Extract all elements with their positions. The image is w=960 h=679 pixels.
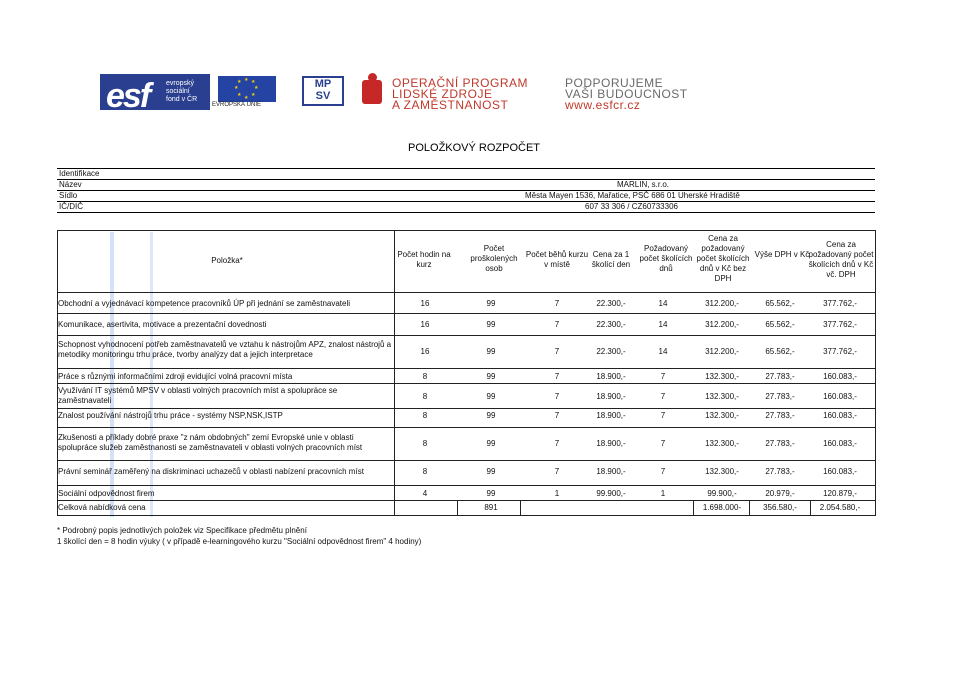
row-item: Obchodní a vyjednávací kompetence pracovníků ÚP při jednání se zaměstnavateli bbox=[58, 299, 351, 308]
svg-text:★: ★ bbox=[234, 85, 239, 91]
row-item: Znalost používání nástrojů trhu práce - systémy NSP,NSK,ISTP bbox=[58, 411, 283, 420]
eu-label: EVROPSKÁ UNIE bbox=[212, 102, 262, 108]
mpsv-logo: MP SV bbox=[302, 76, 344, 106]
row-separator bbox=[57, 383, 875, 384]
page-title: POLOŽKOVÝ ROZPOČET bbox=[408, 142, 541, 154]
table-row: Využívání IT systémů MPSV v oblasti volných pracovních míst a spolupráce se zaměstnavateli 8 99 7 18.900,- 7 132.300,- 27.783,- 160.083,- bbox=[58, 386, 857, 405]
total-box-divider bbox=[810, 500, 811, 515]
row-separator bbox=[57, 460, 875, 461]
row-item: Komunikace, asertivita, motivace a prezentační dovednosti bbox=[58, 320, 267, 329]
id-row: Identifikace bbox=[57, 169, 875, 180]
row-separator bbox=[57, 408, 875, 409]
op-logo-text: OPERAČNÍ PROGRAM LIDSKÉ ZDROJE A ZAMĚSTNANOST bbox=[392, 76, 529, 112]
row-separator bbox=[57, 368, 875, 369]
col-header-total-ex: Cena za požadovaný počet školících dnů v Kč bez DPH bbox=[696, 234, 750, 283]
table-bottom-border bbox=[57, 515, 875, 516]
table-row: Práce s různými informačními zdroji evidující volná pracovní místa 8 99 7 18.900,- 7 132.300,- 27.783,- 160.083,- bbox=[58, 372, 857, 381]
col-header-runs: Počet běhů kurzu v místě bbox=[525, 250, 589, 269]
eu-flag-icon bbox=[218, 76, 276, 102]
svg-text:★: ★ bbox=[244, 95, 249, 101]
id-row: IČ/DIČ 607 33 306 / CZ60733306 bbox=[57, 202, 875, 213]
svg-text:★: ★ bbox=[251, 92, 256, 98]
table-row: Právní seminář zaměřený na diskriminaci uchazečů v oblasti nabízení pracovních míst 8 99 7 18.900,- 7 132.300,- 27.783,- 160.083,- bbox=[58, 467, 857, 476]
col-header-days: Požadovaný počet školících dnů bbox=[639, 244, 693, 273]
col-header-vat: Výše DPH v Kč bbox=[754, 250, 810, 259]
support-slogan: PODPORUJEME VAŠI BUDOUCNOST www.esfcr.cz bbox=[565, 76, 688, 112]
table-row: Komunikace, asertivita, motivace a prezentační dovednosti 16 99 7 22.300,- 14 312.200,- 65.562,- 377.762,- bbox=[58, 320, 857, 329]
footnote: * Podrobný popis jednotlivých položek viz Specifikace předmětu plnění bbox=[57, 526, 307, 535]
svg-text:★: ★ bbox=[237, 79, 242, 85]
id-row: Název MARLIN, s.r.o. bbox=[57, 180, 875, 191]
row-item: Zkušenosti a příklady dobré praxe "z nám obdobných" zemí Evropské unie v oblasti spolupráce služeb zaměstnanosti se zaměstnavateli v oblasti volných pracovních míst bbox=[58, 433, 363, 452]
col-header-item: Položka* bbox=[211, 256, 243, 265]
total-vat: 356.580,- bbox=[763, 503, 797, 512]
total-box-divider bbox=[693, 500, 694, 515]
footnotes bbox=[57, 525, 421, 547]
svg-text:★: ★ bbox=[237, 92, 242, 98]
total-persons: 891 bbox=[484, 503, 498, 512]
row-separator bbox=[57, 485, 875, 486]
col-header-persons: Počet proškolených osob bbox=[470, 244, 518, 273]
esf-url-link[interactable]: www.esfcr.cz bbox=[565, 98, 641, 112]
row-item: Práce s různými informačními zdroji evidující volná pracovní místa bbox=[58, 372, 293, 381]
footnote: 1 školící den = 8 hodin výuky ( v případě e-learningového kurzu "Sociální odpovědnost firem" 4 hodiny) bbox=[57, 537, 422, 546]
col-divider bbox=[875, 230, 876, 516]
total-ex-vat: 1.698.000- bbox=[702, 503, 742, 512]
table-header bbox=[57, 230, 875, 290]
row-separator bbox=[57, 500, 875, 501]
row-item: Právní seminář zaměřený na diskriminaci uchazečů v oblasti nabízení pracovních míst bbox=[58, 467, 364, 476]
col-header-day-price: Cena za 1 školící den bbox=[591, 250, 631, 269]
total-box-divider bbox=[520, 500, 521, 515]
total-inc-vat: 2.054.580,- bbox=[819, 503, 861, 512]
op-person-icon bbox=[362, 80, 382, 104]
total-label: Celková nabídková cena bbox=[58, 503, 146, 512]
col-header-total-inc: Cena za požadovaný počet školících dnů v Kč vč. DPH bbox=[808, 240, 874, 279]
company-address: Města Mayen 1536, Mařatice, PSČ 686 01 Uherské Hradiště bbox=[525, 191, 740, 200]
col-header-hours: Počet hodin na kurz bbox=[397, 250, 451, 269]
total-box-divider bbox=[749, 500, 750, 515]
esf-logo bbox=[100, 74, 210, 115]
total-row bbox=[57, 503, 875, 515]
table-row: Znalost používání nástrojů trhu práce - systémy NSP,NSK,ISTP 8 99 7 18.900,- 7 132.300,- 27.783,- 160.083,- bbox=[58, 411, 857, 420]
company-ids: 607 33 306 / CZ60733306 bbox=[585, 202, 678, 211]
svg-text:★: ★ bbox=[251, 79, 256, 85]
row-separator bbox=[57, 313, 875, 314]
row-separator bbox=[57, 335, 875, 336]
total-box-divider bbox=[457, 500, 458, 515]
logo-strip bbox=[100, 74, 700, 115]
row-item: Využívání IT systémů MPSV v oblasti volných pracovních míst a spolupráce se zaměstnavateli bbox=[58, 386, 338, 405]
svg-text:★: ★ bbox=[244, 77, 249, 83]
row-item: Schopnost vyhodnocení potřeb zaměstnavatelů ve vztahu k nástrojům APZ, znalost nástrojů a metodiky monitoringu trhu práce, tvorby analýzy dat a jejich interpretace bbox=[58, 340, 392, 359]
esf-caption: evropský sociální fond v ČR bbox=[166, 80, 198, 103]
id-row: Sídlo Města Mayen 1536, Mařatice, PSČ 686 01 Uherské Hradiště bbox=[57, 191, 875, 202]
table-row: Zkušenosti a příklady dobré praxe "z nám obdobných" zemí Evropské unie v oblasti spolupráce služeb zaměstnanosti se zaměstnavateli v oblasti volných pracovních míst 8 99 7 18.900,- 7 132.300,- 27.783,- 160.083,- bbox=[58, 433, 857, 452]
row-separator bbox=[57, 427, 875, 428]
identification-block bbox=[57, 169, 875, 213]
row-item: Sociální odpovědnost firem bbox=[58, 489, 155, 498]
table-row: Schopnost vyhodnocení potřeb zaměstnavatelů ve vztahu k nástrojům APZ, znalost nástrojů a metodiky monitoringu trhu práce, tvorby analýzy dat a jejich interpretace 16 99 7 22.300,- 14 312.200,- 65.562,- 377.762,- bbox=[58, 340, 857, 359]
table-row: Obchodní a vyjednávací kompetence pracovníků ÚP při jednání se zaměstnavateli 16 99 7 22.300,- 14 312.200,- 65.562,- 377.762,- bbox=[58, 299, 857, 308]
esf-mark: esf bbox=[106, 77, 150, 115]
row-separator bbox=[57, 292, 875, 293]
table-row: Sociální odpovědnost firem 4 99 1 99.900,- 1 99.900,- 20.979,- 120.879,- bbox=[58, 489, 857, 498]
svg-text:★: ★ bbox=[254, 85, 259, 91]
company-name: MARLIN, s.r.o. bbox=[617, 180, 670, 189]
